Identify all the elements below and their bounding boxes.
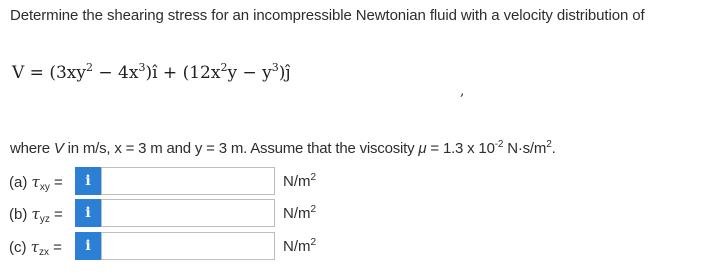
tau-subscript: yz <box>39 214 50 225</box>
eq-part-4: y − y <box>227 63 272 83</box>
cond-exponent: -2 <box>494 139 504 150</box>
answer-input-b[interactable] <box>101 199 275 227</box>
info-icon[interactable]: i <box>75 167 101 195</box>
eq-exponent-3: 2 <box>220 61 228 74</box>
unit-exponent: 2 <box>310 237 317 248</box>
answer-label-b <box>9 205 63 223</box>
answer-label-c <box>9 238 62 256</box>
stray-comma: , <box>460 83 465 99</box>
answer-row-c <box>9 232 369 260</box>
cond-part-2: in m/s, x = 3 m and y = 3 m. Assume that the viscosity <box>63 140 419 157</box>
unit-text: N/m <box>283 238 311 255</box>
cond-mu-symbol: μ <box>418 140 427 157</box>
unit-label-a <box>283 173 316 190</box>
tau-symbol: τ <box>31 205 40 223</box>
cond-part-5: . <box>551 140 556 157</box>
unit-label-c <box>283 238 316 255</box>
answer-row-a <box>9 167 369 195</box>
answer-input-c[interactable] <box>101 232 275 260</box>
eq-part-5: )ĵ <box>278 63 291 83</box>
answer-row-b <box>9 199 369 227</box>
answer-input-a[interactable] <box>101 167 275 195</box>
answer-label-a <box>9 173 63 191</box>
equals-sign: = <box>48 239 62 256</box>
eq-exponent-4: 3 <box>271 61 279 74</box>
tau-subscript: zx <box>38 247 49 258</box>
unit-exponent: 2 <box>310 204 317 215</box>
tau-subscript: xy <box>39 182 50 193</box>
cond-part-3: = 1.3 x 10 <box>426 140 495 157</box>
eq-exponent-2: 3 <box>138 61 146 74</box>
equals-sign: = <box>49 174 63 191</box>
part-label: (c) <box>9 239 31 256</box>
eq-part-3: )î + (12x <box>145 63 221 83</box>
eq-part-2: − 4x <box>92 63 139 83</box>
unit-label-b <box>283 205 316 222</box>
part-label: (b) <box>9 206 32 223</box>
part-label: (a) <box>9 174 32 191</box>
velocity-equation <box>12 63 291 83</box>
eq-part-1: = (3xy <box>24 63 86 83</box>
unit-exponent: 2 <box>310 172 317 183</box>
info-icon[interactable]: i <box>75 232 101 260</box>
equals-sign: = <box>49 206 63 223</box>
problem-conditions <box>10 140 556 157</box>
tau-symbol: τ <box>30 238 39 256</box>
unit-text: N/m <box>283 173 311 190</box>
problem-prompt: Determine the shearing stress for an incompressible Newtonian fluid with a velocity distribution of <box>10 7 645 24</box>
eq-lhs: V <box>12 63 25 83</box>
cond-part-1: where <box>10 140 54 157</box>
cond-unit-exponent: 2 <box>546 139 552 150</box>
eq-exponent-1: 2 <box>85 61 93 74</box>
cond-velocity-symbol: V <box>53 140 64 157</box>
info-icon[interactable]: i <box>75 199 101 227</box>
cond-part-4: N·s/m <box>503 140 547 157</box>
tau-symbol: τ <box>31 173 40 191</box>
unit-text: N/m <box>283 205 311 222</box>
